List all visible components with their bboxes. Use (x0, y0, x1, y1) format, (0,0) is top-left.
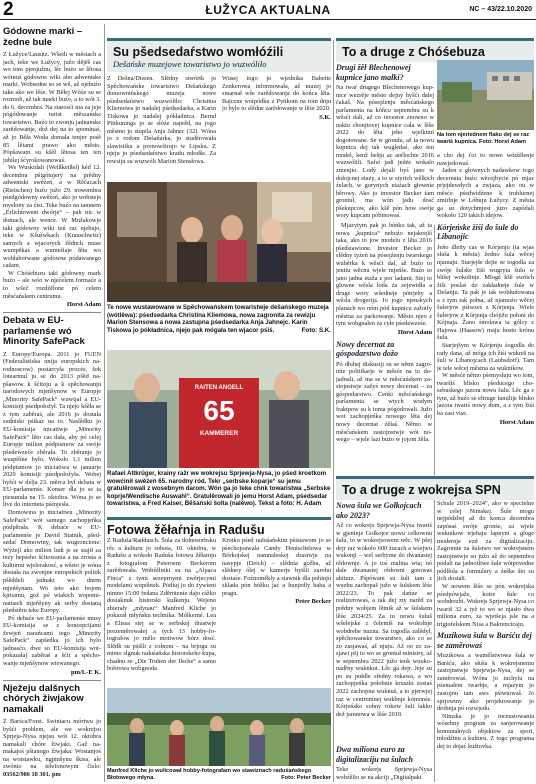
article-author: Peter Becker (295, 598, 331, 606)
article-headline: Dwa miliona euro za digitalizaciju na šulach (336, 745, 413, 764)
article-text: a cho dej ťoi to nowe wótźělenje nawjedowaś. (437, 152, 534, 167)
article-author: Horst Adam (499, 418, 534, 426)
article-text: Mjazytym pak jo bóńko tak, až ta nowa „kupnica“ nebuźo nejakrejší taka, ako to jow modelu z lěta 2016 pšedstawione. Investor Becker jo slědny tyźeń na pósejźenju twarskego wuběrka k wěsći dał, až buźo to jenitu wěcnu wjele mjeńše. Buźo to jano jadna etaža z por ladami. Stej to glowne wěsla loda za zejewidła a druge wory wšedneje pótrjeby a wěsla drogerija. Jo jogo njenskych planach wo nóm pód kupnicu zažotfy městna za parkowanje. Město njeo z tym wobgnalen za cyłe pśedewześe. (336, 222, 432, 328)
photo-caption: Manfred Kliche jo wulicował hobby-fotografam wo stawiznach raduśańskego Błotowego młyna. Foto: Peter Becker (107, 768, 331, 781)
article-headline: Nowa šula we Gołkojcach ako 2023? (336, 501, 422, 520)
article-text: Z Barśca/Forst. Swiniacu mórtwu jo byšći problem, ale we wokrejsu Sprjeja-Nysa njejsu wót 12. oktobra namakali chóre žiwjaki. Gaž namakajoś pšianogo žiwjaka: Wostanjoś na wotstawku, ngpinšynu škisa, ale zwónio na telefonowym číslo: 03562/986 18 301. pm (3, 718, 101, 778)
article-text: Starjejšym w Kórjenju śogodla do rady dana, až móga ich žiśi wukniš na šuli w Libanojcach (Laubsdorf). Tam je tele wěcej městna za wuknikow. (437, 342, 534, 372)
article-headline: Debata w EU-parlamenśe wó Minority SafePack (3, 315, 85, 348)
article-author: S.K. (319, 113, 331, 121)
article-headline: Nowy decernat za góspodarstwo dožo (336, 339, 399, 359)
article-headline: Muzikowa šula w Barśću dej se zaměrowaś (437, 631, 532, 650)
article-author: pm/L-E K. (71, 668, 101, 676)
article-text: Na twaŕ drugego Blechenowego kupnice wezrěje město dejny hyšći dalej čakaš. Na pósejźenju měsćańskego parlamenta na kóńcu septembra su k wěsći dali, až co investor znowno w naktu chonjtovej kupnice cała w lěše 2022 do lěta jeho wjelkimi dogotowane. Se w grondu, až ta nowu kupnica dej tak wugledaś, ako ten model, kenž bešju ac aoŕlochte 2016 wuzwólili. Sufsi jadi jedże wokalo zmenjio. Lodý dejali byś jano w dołojcnej etaży, a to w styrich wělkich źelach, w gorynych etażach głownie běrowy. Ako jo investor Becker tam grontuł, ma wón jadu dosć pšekupcow, ako kšě pón how swóje wory kupcam póbinowaś. (336, 84, 434, 220)
right-column-text (437, 152, 534, 474)
section-title: Fotowa žěłaŕnja in Radušu (107, 523, 265, 537)
blechen-article-cont (336, 222, 432, 472)
article-text: Z Europy/Europa. 2011 jo FUEN (Federalistiska unija europskich narodnoscow) postarcyła procés, žek lotearmul ju se do 2013 pšěd napšawow k šćitoju a k spěchowanju narodowych mjeńšynow w Europje „Minority SafePack“ wuwijał a EU-komisiji pśedpołožył. Ta njejo kšěła se z tym zaběraś, ale 2016 jo dostała sudniski pśikaz na to. Naslědku jo EU-komisija inicatiwje „Minority SafePack“ lěto cas dała, aby pó celej Europje milion pódpismow za swóje pšedewzeće zběrała. To zběranje jo wuspěšne było. Wokoło 1,1 milion pódpismow jo iniciatiwa w januarje 2020 komisiji pśedpołožyła. Wobej hyšći w delja 23. měrca był debata w EU-parlamenśe. Konser dla jo se ta piesunuła na 15. oktobra. Wóna jo se live do interneta pśenjesła. (3, 350, 101, 509)
article-text: Teke wokrejs Sprjewja-Nysa wobźělio se na akciji „Digitalpakt (336, 766, 432, 781)
article-text: W Chóśebuzu taki gódowny mark buźo – ale wóo w njećelem formaće a to wšeč rozdźělone pó celem měsćańskem centrumu. (3, 269, 101, 300)
section-subtitle: Dešańske muzejowe towaristwo jo wuzwóliło (113, 59, 267, 69)
section-title: To a druge z wokrejsa SPN (342, 483, 501, 497)
article-text: We Wuskidali (Weißkeißel) kéd 12. decembra pšigótujery na prědny adwentski swěźeń, a w Rěčacach (Rietschen) buźo južo 29. nowembra pśedgódowny swěźeń, ako jo wobsteje myslony za ćisi. Teke buźo na tamnem „Erlichtowem dwórje“ – pak nic w domach, ale wence. W Mužakowje taki gódowny wiki teń raz njebujo, teke w Kšušwkach (Krauschwitz) samych a wjacorych žědnch muse wumpĕkaś a wumešiaje łěta wo wobłaborwane gódowne pódawanego cašam. (3, 164, 101, 270)
article-author: Horst Adam (66, 301, 101, 309)
blechen-article (336, 60, 434, 222)
jersey-number: 65 (203, 395, 235, 426)
page-header (0, 0, 536, 20)
museum-board-photo (107, 182, 331, 302)
article-text: Muzikowa a wumělstwowa šula w Barśću, ako słuša k wokrejsnemu zastojnstwje Sprjewja-Nysa, dej se zaměrowaś. Wóna jo tuchylu na pśemałem twarbje, a mjazym jo zastojnu tam aws pśiwtowaš. Jo sprjowtny ako projektowanje jo drobnja pó rozwjedu. (437, 652, 534, 713)
article-headline: Gódowne marki – žedne bule (3, 27, 83, 48)
photo-caption: Na tom njeriednem flaku dej se raz twariś kupnica. Foto: Horst Adam (437, 132, 530, 145)
article-headline: Nježeju dalšnych chórych žiwjakow namakali (3, 682, 84, 715)
section-title: To a druge z Chóśebuza (342, 45, 485, 59)
column-divider (434, 225, 435, 475)
column-divider (104, 24, 105, 782)
page-number: 2 (3, 0, 14, 20)
article-text: Jaden z głownych nadawkow togo decernata buźo wěcejbycie pó mjaz prjejdewdych a zwjaza, ako ou w měsće pśedwidźene k trublurnej zmirlnje w Lóbuju Łužycy. Z města ga su dotychmjest jużo zapódali wokoło 120 takich idejow. (437, 167, 534, 220)
article-text: Pó dłuhej diskusiji su se němi zagronite politikarje w měsće na to dojadnali, až ma se w měsćańskem zastojnstwje zažyś nowy decernat – za góspodarstwo. Cenki měsćańskego parlamenta se wtych wodym fraktpow su k toma pógódowali. Južo wot zachopjeńka nowego lěta dej nowy decernat źěłaś. Němo w měsćańskem zastojnstwje wót nowego – wjele lazi bużo w jojom žěla. (336, 360, 432, 444)
spn-article-left (336, 498, 432, 784)
section-title: Su pšedsedaŕstwo womłóźili (113, 45, 284, 59)
photo-building-site (437, 60, 534, 130)
article-text: Pó debaće we EU-parlamenśe musy EU-komisija se z koncepcijami žewjeń narańcami tego „Minority SafePack“ zapšedka jo ich bylo jadnasćo, dwe so EU-komisija wotpokazała) zaběraś a šćit a spěchowanje mjeńšynow wiewanego. (3, 614, 101, 667)
article-text: Wusej togo jo wjednika Babette Zenkerowa informowała, až muzej jo smarnał wše zarědowanja do końca lěta. Bajczne wotpódku z Pyttkom na tom dnju jo bylo to slědne zarědowanje w lěśe 2020. (222, 75, 331, 113)
article-text: Až co wokrejs Sprjewja-Nysa twariś w gjeninje Gołkojce nowu celkownu šulu, to w wokrejsowem wěc. W pšej dejr raz wokolo 600 żucach a wśejwu wukonji – wel serbyme do dwanastej rědownje. A jo toś malina wia; nó dale dwanastej rědowni gotowas abiturz. Pśpówam su šuli tam z wuzbu zachopaš južo w šulskem lěśe 2022/23. To pak dańue se realizerowaś, a tak dej zty narěd za prědny wobjem lětnik až w šulskem lěśe 2024/25. Za tu nowu šuluš wšelejske z čelemiš na wokolnje wobdrebe nuzna. Sa togodla zalědył, spěchowanske towarstwo, ako co se zo zasjawaś, až njuju. Až oo zo zasjawi pšj to wo se grontuł ministry, až w septembra 2022 južo tenk wuukonadřny wuknkut. Lěc ga dejr. Jeje su po su połdle sředny rokawa, a wo zachopjeńka połobnie kruszki zostaś 2022 zachopnu wuknuś, a to pjerwjej raz w centromnej wukbnje kómonśe. Kórjeńsko sobny rokow šuli lakko dež jamnowa w lěśe 2019. (336, 522, 432, 718)
photo-caption: Rafael Altkrüger, krainy ražr we wokrejsu Sprjewja-Nysa, jo pšed kroetkom wowćinił swěźeń 65. narodny ród. Tekr „serbske koparje“ su jemu gratulěrowali z wosebnym darom. Wón ga jo teke chnk towaristwa „Serbske koprje/Wendische Auswahl“. Gratulěrowali jo jemu Horst Adam, pśedsedar towaristwa, a Fred Kaiser, Běšański šolta (nalěwo). Tekst a foto: H. Adam (107, 470, 331, 507)
left-column (3, 27, 101, 783)
spn-article-right (437, 500, 534, 784)
issue-date: NC – 43/22.10.2020 (469, 6, 532, 13)
article-text: Schule 2019–2024“, ako w specielne w celej Nimskej. Šule mogu nejpódzbej až do konca decembra zapósaś swóje gronśe, za wjele wuknikow trjebaju lapnyni a gloge modernje ezd za digitalizaciju. Zagronite za šulstwo we wokrejsném zastojnstwje su južo až do septembra pódali na jadnotliwe šule wótpovedne pódlłola a formulary a źeške što su jich dostali. (437, 500, 534, 583)
article-author: Horst Adam (397, 328, 432, 336)
article-text: Z Raduša/Raddusch. Šula za dolnosorbsku rěc a kulturu jo sobota, 10. oktobra, w Radušu a wokoło Raduša fotowu žěłarnju z fotografom Peteroem Beckerom zarědowała. Wobźělniki su na „Alpaca Finca“ z tymi sezeprnymi zwěrjecymi modelami wupóbtek. Pódiuj jo do żywieni nimno 15:00 ředana Zděrotenie dajo rážko dosiaknuk historski kulkenju. Wejeno zbierały „młynau“ Manfred Kliche jo pokazał młyńsku technika. Mólkerné. Lea a Elissa stej se w serbskej drastwje prezentěrowałej a tych 13 hobby-fotografow jo mělo motiwow bórz dosć. Slědk su pśišli z cołnom – na brjogu su mimo slgnuk raduśańska historskeho kupa, chadnu ze „Die Truhen der Ilsche“ a samo bobrowa wobgnoda. (107, 537, 216, 673)
article-text: W nowem lěśe se pón wokrejska pśedpówjaže, kotre šule co wobdrezbi. Wokrejs Sprjewja-Nysa co twariš 32 a tyž to wo se njasło dwa miliona euro, za wjetšeja jsle na a trigtofelskem Nisa a Bakrencicaju. (437, 583, 534, 628)
article-text: Krotko pśed raduśańskim pśistawom jo se pśechojoawala Candy Hentschelowa w Bórkojskej namnaleskej drastwje na nasypje (Deich) – slědnia gožba, až slědney ólej w kamerje bytšli zarohu dostaśe. Foźnoměkly a stawnik dla pohinju sklada pón bóžku jać a hunjedly baba a pragu. (222, 537, 331, 597)
article-headline: Drugi žěł Blechenowej kupnice jano malki? (336, 63, 411, 82)
photo-image (437, 60, 534, 130)
column-divider (434, 500, 435, 782)
article-text: Domowina jo iniciatiwu „Minority SafePack“ wót samego zachopjeńka pódpěrała. K debaće w EU-parlamenśe je David Statnik, pšedsedaŕ Domowiny, tak wugroncione: Wýżejl ako milion ludi je se stajił za tezy hepśeho šćitowania a na zrosta a kulturnu wjelerakosć, a wšeto je wóna dostała na zwonjne europskich politik pšěddeli jadnaki wo dnem mjeńšynam. Wo teto ako bojom kjrtsimu, gož pó wiakich wopominatnach mjeńšyny ak serby dostaną pšedstěru teke Europy. (3, 509, 101, 615)
article-headline: Kórjeńske žiśi do šule do Libanojic (437, 222, 519, 242)
article-text: W měsće němo pśemysluju wo tom, twaršiś blisko pšeducego chosebuskego jazora nowu šulu. Lěc ga z tym, až buźo se eltruge familije blisko jazora twariś nowy dom, a z tym žiśi ba zasi vise. (437, 372, 534, 417)
photo-workshop-group (107, 688, 331, 766)
column-divider (333, 40, 334, 782)
jersey-text-top: RAITEN ANGELL (194, 385, 244, 391)
article-text: Nimska je jo inceustowania wósebny program za sanjerowanje komunalnych objektow za sport, mlodźinu a kulturu. Z togo programa dej to dojać kužtovka. (437, 712, 534, 750)
article-text: Z Łužyce/Lausitz. Wšedi w městach a jach, teke we Łužycy, južo dějěš cas wo tom pjenjužnu, lěc buźo se lětosa wótmiś gódowne wiki abo adwentske marki. Wobsedne so se wě, až njebuźo take ako we lěśe. W Běłej Wóźe su se rozmoli, až tak marki buźo, a to wót 3. do 6. decembra. Na starosći ma za jeje pógódowanje turist měszańske towaristwo. Buźo to zwonju jadnanske zarědowanje, dož dej na to spominaś, až jo Běła Woda domała tenjer pośě 85 lětami prawo ako město. Pópšawam su kšěł lětosa ten ten jubilej śćyrokowanowaś. (3, 51, 101, 164)
section-banner (107, 38, 331, 72)
photo-image (107, 182, 331, 302)
workshop-article (107, 537, 331, 687)
photo-image (107, 688, 331, 766)
article-text: Z Dešna/Dissen. Slědny stwórtk jo Spěchowańske towaristwo Dešańskego domownińskego muzeja nowe pśedsedaŕstwo wuzwóliło: Christina Kliemowa jo nadalej pśedsedarka, a Karin Tiskowa jo nadalej pókładnica. Bernd Pittkunings jo se słóźe naprěd, na jogo městno jo stupila Anja Jahnec (32). Wóna jo z rodom Dešańarka, jo studěrowała slawistiku a pronowširujo w Lipsku. Z njeju jo pśedsedaŕstwo kradu młodše. Za rewsiju su wuzwóli Marion Stensłowa. (107, 75, 216, 166)
newspaper-title: ŁUŽYCA AKTUALNA (205, 3, 331, 17)
article-text: Jeño dleity cas w Kórjenju (ta wjas słuša k městu) žedno šula wěcej njamaju. Starjejše dejte se togodla za swóje šulske žiši wugryta šulu w blišej wokolinje. Mlogé kšě swóich žiši poslaś do zakładneje šule w Dešanju. Ta pak je tak wobłudowana a z tym tak połna, až njamoźo wěcej šulerjow pśiwześ z Kórjenja. Wiele šulerjow z Kórjenja chójižu połoni do Kójnaja. Žano śmolawa ta gólcy z Hajowa (Haasow) maju husto krónu šula. (437, 243, 534, 342)
section-banner (336, 38, 534, 62)
jersey-gift-photo (107, 350, 331, 468)
jersey-text-bottom: KAMMERER (199, 430, 239, 437)
section-banner (336, 476, 534, 500)
section-banner (107, 517, 331, 537)
photo-caption: Te nowe wustawowane w Spěchowańskem towaristwje dešańskego muzeja (wótlěwa): pśedsedarka Christina Kliemowa, nowa zagronita za rewizju Marion Stensowa a nowa zastupna pśedsedarka Anja Jahnejc. Karin Tiskowa jo pókładnica, njejo pak mógała ten wjacor pśiś. Foto: S.K. (107, 304, 331, 334)
